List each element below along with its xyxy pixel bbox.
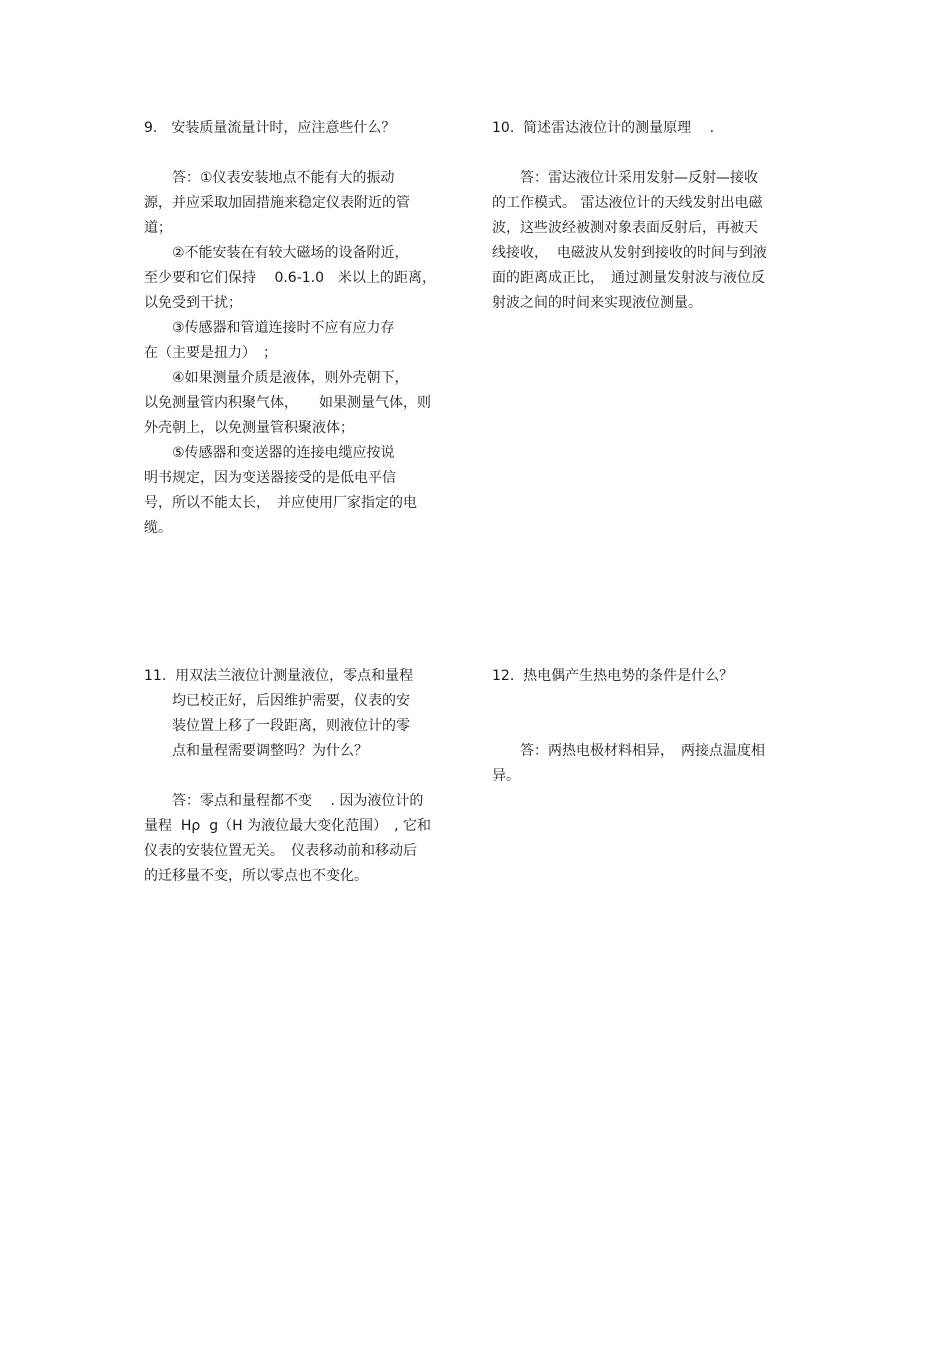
answer-line: 波，这些波经被测对象表面反射后，再被天 (492, 220, 758, 236)
question-9-block (144, 116, 464, 541)
answer-line: 线接收， 电磁波从发射到接收的时间与到液 (492, 245, 767, 261)
question-11-answer (144, 789, 464, 889)
answer-line: ⑤传感器和变送器的连接电缆应按说 (144, 445, 395, 461)
question-10-answer (492, 166, 812, 316)
answer-line: 在（主要是扭力） ； (144, 345, 277, 361)
question-9-answer (144, 166, 464, 541)
answer-line: 答：零点和量程都不变 . 因为液位计的 (144, 793, 424, 809)
question-11-title (144, 664, 464, 764)
question-12-title: 12. 热电偶产生热电势的条件是什么？ (492, 668, 734, 684)
answer-line: ④如果测量介质是液体，则外壳朝下， (144, 370, 409, 386)
question-10-block (492, 116, 812, 316)
question-12-block (492, 664, 812, 789)
answer-line: 明书规定，因为变送器接受的是低电平信 (144, 470, 396, 486)
answer-line: 外壳朝上，以免测量管积聚液体； (144, 420, 354, 436)
spacer (144, 764, 464, 789)
answer-line: 异。 (492, 768, 520, 784)
answer-line: 射波之间的时间来实现液位测量。 (492, 295, 702, 311)
question-line: 11. 用双法兰液位计测量液位，零点和量程 (144, 668, 414, 684)
answer-line: 的工作模式。 雷达液位计的天线发射出电磁 (492, 195, 763, 211)
answer-line: ③传感器和管道连接时不应有应力存 (144, 320, 395, 336)
spacer (492, 141, 812, 166)
answer-line: 答：雷达液位计采用发射—反射—接收 (492, 170, 758, 186)
question-line: 点和量程需要调整吗？为什么？ (144, 743, 368, 759)
question-line: 均已校正好，后因维护需要，仪表的安 (144, 693, 410, 709)
spacer (492, 689, 812, 714)
question-line: 装位置上移了一段距离，则液位计的零 (144, 718, 410, 734)
answer-line: 仪表的安装位置无关。 仪表移动前和移动后 (144, 843, 417, 859)
answer-line: 号，所以不能太长， 并应使用厂家指定的电 (144, 495, 417, 511)
answer-line: 以免受到干扰； (144, 295, 242, 311)
answer-line: 道； (144, 220, 172, 236)
spacer (144, 141, 464, 166)
answer-line: 源，并应采取加固措施来稳定仪表附近的管 (144, 195, 410, 211)
answer-line: 面的距离成正比， 通过测量发射波与液位反 (492, 270, 765, 286)
question-9-title: 9. 安装质量流量计时，应注意些什么？ (144, 120, 396, 136)
answer-line: 缆。 (144, 520, 172, 536)
spacer (492, 714, 812, 739)
question-10-title: 10. 简述雷达液位计的测量原理 . (492, 120, 715, 136)
answer-line: ②不能安装在有较大磁场的设备附近， (144, 245, 409, 261)
question-12-answer (492, 739, 812, 789)
answer-line: 至少要和它们保持 0.6-1.0 米以上的距离， (144, 270, 437, 286)
answer-line: 量程 Hρ g（H 为液位最大变化范围） , 它和 (144, 818, 431, 834)
answer-line: 答：两热电极材料相异， 两接点温度相 (492, 743, 765, 759)
answer-line: 答：①仪表安装地点不能有大的振动 (144, 170, 395, 186)
question-11-block (144, 664, 464, 889)
answer-line: 的迁移量不变，所以零点也不变化。 (144, 868, 368, 884)
answer-line: 以免测量管内积聚气体， 如果测量气体，则 (144, 395, 431, 411)
